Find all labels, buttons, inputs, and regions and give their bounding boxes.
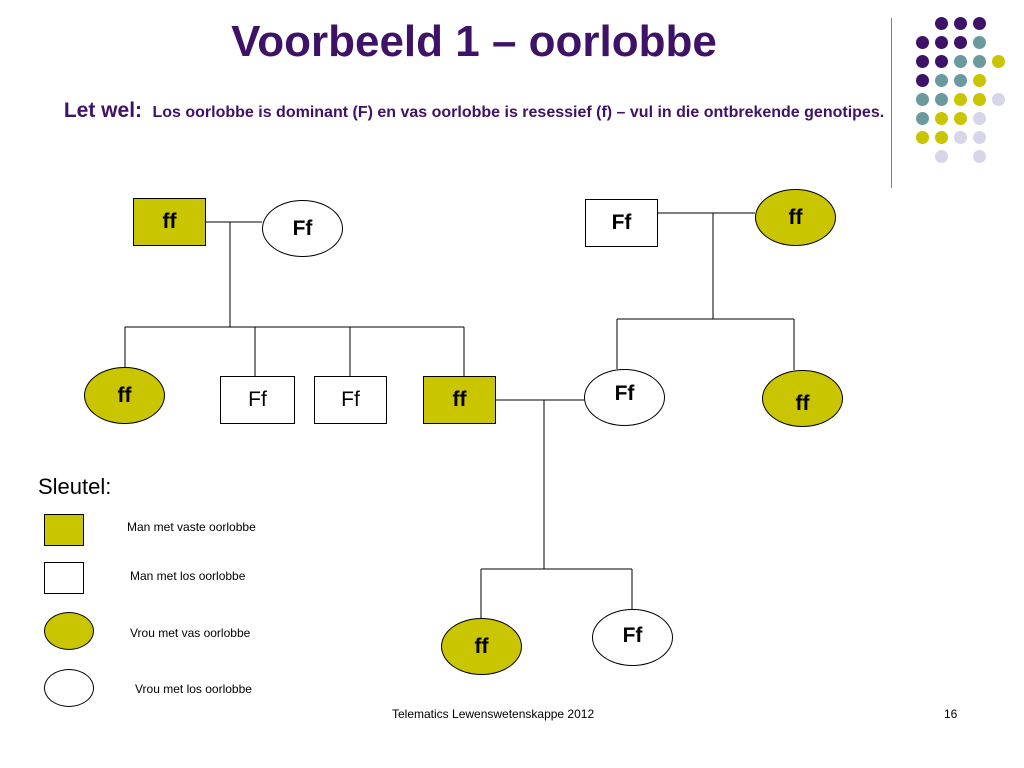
gen2-son-3: ff	[423, 376, 496, 424]
gen1-left-father: ff	[133, 198, 206, 246]
gen3-daughter-1: ff	[441, 618, 522, 675]
key-label-male-attached: Man met vaste oorlobbe	[127, 520, 256, 534]
key-label-female-attached: Vrou met vas oorlobbe	[130, 626, 251, 640]
key-symbol-male-free	[44, 562, 84, 594]
slide-title: Voorbeeld 1 – oorlobbe	[231, 17, 717, 66]
gen2-right-daughter-1: Ff	[584, 369, 665, 426]
key-symbol-female-attached	[44, 612, 94, 650]
key-symbol-female-free	[44, 669, 94, 707]
gen2-right-daughter-2: ff	[762, 370, 843, 427]
note-text: Los oorlobbe is dominant (F) en vas oorlobbe is resessief (f) – vul in die ontbrekende genotipes.	[152, 104, 885, 121]
gen2-daughter: ff	[84, 367, 165, 424]
key-symbol-male-attached	[44, 514, 84, 546]
note-label: Let wel:	[63, 99, 143, 122]
footer-text: Telematics Lewenswetenskappe 2012	[392, 707, 595, 721]
gen1-left-mother: Ff	[262, 200, 343, 257]
gen1-right-mother: ff	[755, 189, 836, 246]
gen2-son-1: Ff	[220, 376, 295, 424]
key-label-female-free: Vrou met los oorlobbe	[135, 682, 252, 696]
page-number: 16	[944, 707, 958, 721]
gen3-daughter-2: Ff	[592, 609, 673, 666]
gen1-right-father: Ff	[585, 199, 658, 247]
gen2-son-2: Ff	[314, 376, 387, 424]
key-title: Sleutel:	[38, 474, 112, 499]
key-label-male-free: Man met los oorlobbe	[130, 569, 246, 583]
